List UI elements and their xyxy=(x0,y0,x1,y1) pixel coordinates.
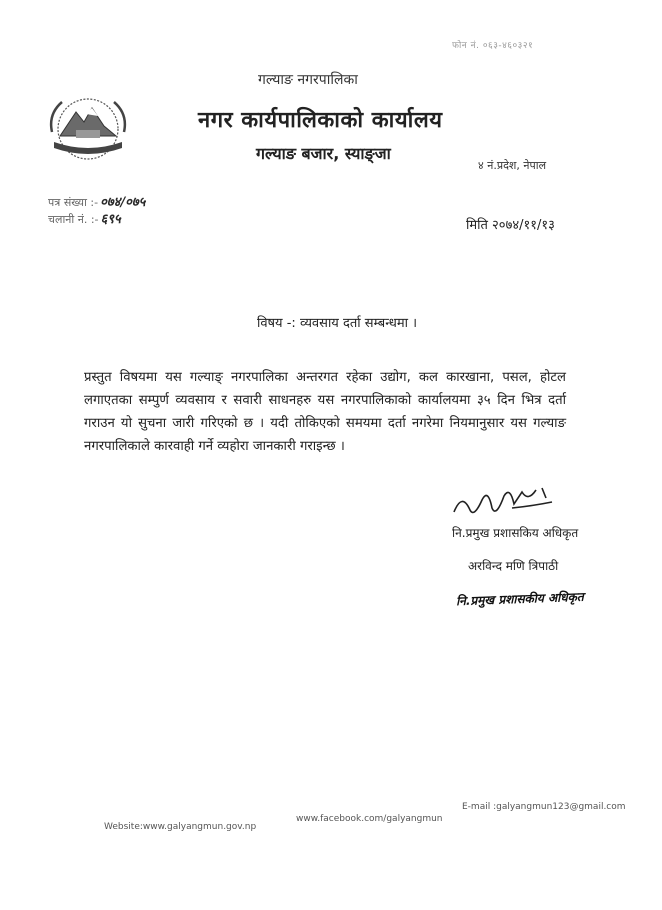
phone-number: फोन नं. ०६३-४६०३२१ xyxy=(452,41,534,51)
office-address: गल्याङ बजार, स्याङ्जा xyxy=(256,144,391,163)
footer-email: E-mail :galyangmun123@gmail.com xyxy=(462,802,626,812)
signatory-name: अरविन्द मणि त्रिपाठी xyxy=(468,559,559,573)
letter-date: मिति २०७४/११/१३ xyxy=(466,218,555,233)
dispatch-label: चलानी नं. :- xyxy=(48,213,99,226)
subject-line: विषय -: व्यवसाय दर्ता सम्बन्धमा । xyxy=(256,316,418,331)
reference-label: पत्र संख्या :- xyxy=(48,196,99,209)
dispatch-number xyxy=(48,209,121,227)
municipality-name: गल्याङ नगरपालिका xyxy=(258,72,358,88)
office-name: नगर कार्यपालिकाको कार्यालय xyxy=(198,108,443,133)
signatory-stamp: नि.प्रमुख प्रशासकीय अधिकृत xyxy=(455,589,584,609)
nepal-emblem-icon xyxy=(46,92,130,166)
signature-scrawl xyxy=(452,482,562,524)
footer-website: Website:www.galyangmun.gov.np xyxy=(104,822,257,832)
signatory-title: नि.प्रमुख प्रशासकिय अधिकृत xyxy=(452,526,579,540)
reference-value: ०७४/०७५ xyxy=(100,195,146,210)
dispatch-value: ६९५ xyxy=(100,212,121,227)
reference-number xyxy=(48,192,145,210)
letter-body: प्रस्तुत विषयमा यस गल्याङ् नगरपालिका अन्तरगत रहेका उद्योग, कल कारखाना, पसल, होटल लगाएतका सम्पुर्ण व्यवसाय र सवारी साधनहरु यस नगरपालिकाको कार्यालयमा ३५ दिन भित्र दर्ता गराउन यो सुचना जारी गरिएको छ । यदी तोकिएको समयमा दर्ता नगरेमा नियमानुसार यस गल्याङ नगरपालिकाले कारवाही गर्ने व्यहोरा जानकारी गराइन्छ । xyxy=(84,370,566,454)
footer-facebook: www.facebook.com/galyangmun xyxy=(296,814,443,824)
province-label: ४ नं.प्रदेश, नेपाल xyxy=(478,159,547,172)
